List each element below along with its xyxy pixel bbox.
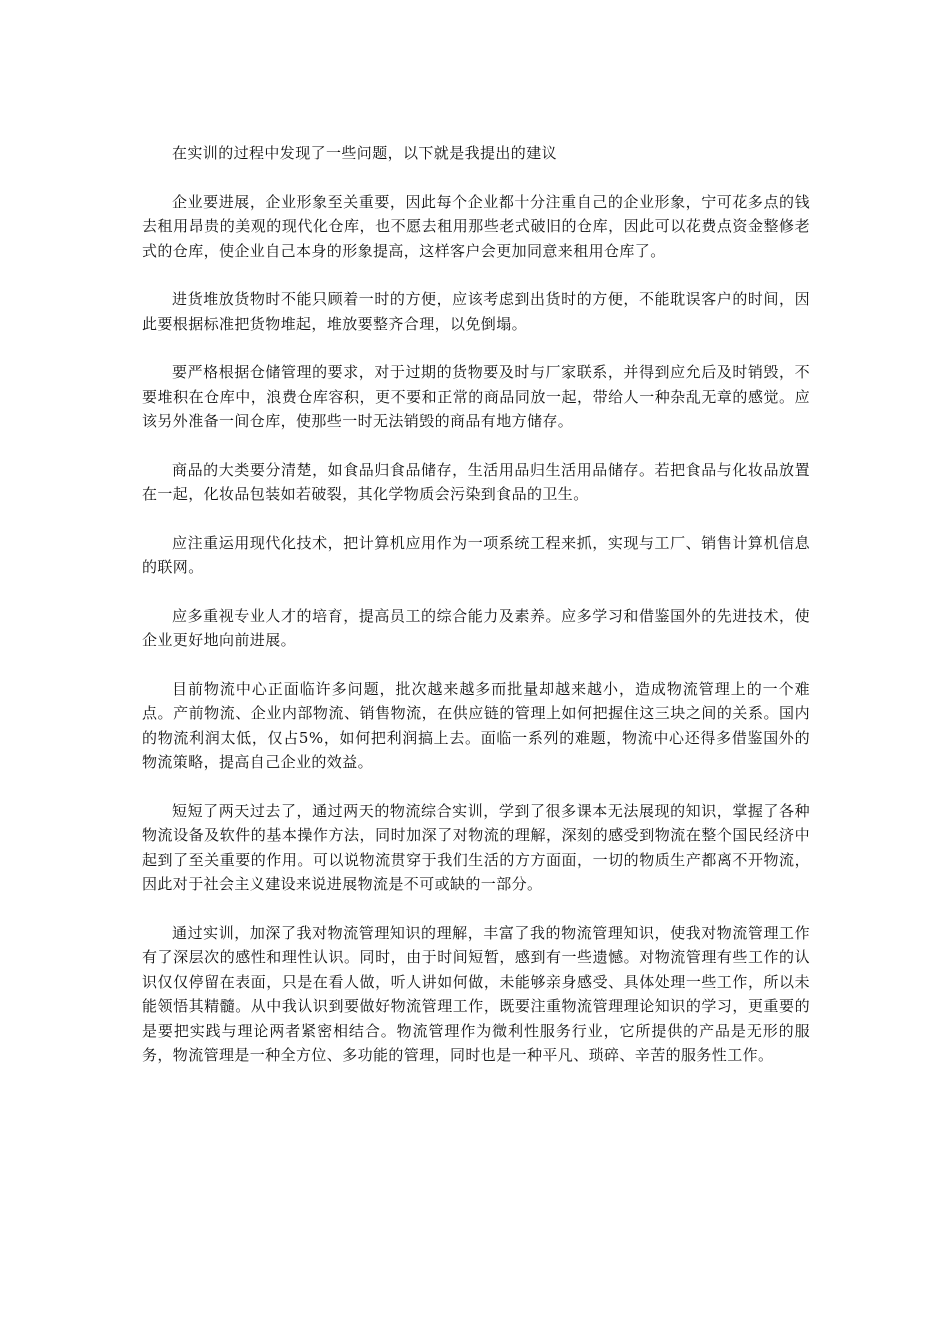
paragraph-technology: 应注重运用现代化技术，把计算机应用作为一项系统工程来抓，实现与工厂、销售计算机信息的联网。 xyxy=(142,533,810,576)
paragraph-problems: 目前物流中心正面临许多问题，批次越来越多而批量却越来越小，造成物流管理上的一个难点。产前物流、企业内部物流、销售物流，在供应链的管理上如何把握住这三块之间的关系。国内的物流利润太低，仅占5%，如何把利润搞上去。面临一系列的难题，物流中心还得多借鉴国外的物流策略，提高自己企业的效益。 xyxy=(142,679,810,771)
paragraph-expired-goods: 要严格根据仓储管理的要求，对于过期的货物要及时与厂家联系，并得到应允后及时销毁，不要堆积在仓库中，浪费仓库容积，更不要和正常的商品同放一起，带给人一种杂乱无章的感觉。应该另外准备一间仓库，使那些一时无法销毁的商品有地方储存。 xyxy=(142,363,810,430)
paragraph-talent: 应多重视专业人才的培育，提高员工的综合能力及素养。应多学习和借鉴国外的先进技术，使企业更好地向前进展。 xyxy=(142,606,810,649)
paragraph-summary: 短短了两天过去了，通过两天的物流综合实训，学到了很多课本无法展现的知识，掌握了各种物流设备及软件的基本操作方法，同时加深了对物流的理解，深刻的感受到物流在整个国民经济中起到了至关重要的作用。可以说物流贯穿于我们生活的方方面面，一切的物质生产都离不开物流，因此对于社会主义建设来说进展物流是不可或缺的一部分。 xyxy=(142,801,810,893)
paragraph-stacking: 进货堆放货物时不能只顾着一时的方便，应该考虑到出货时的方便，不能耽误客户的时间，因此要根据标准把货物堆起，堆放要整齐合理，以免倒塌。 xyxy=(142,290,810,333)
paragraph-intro: 在实训的过程中发现了一些问题，以下就是我提出的建议 xyxy=(172,144,558,162)
paragraph-corporate-image: 企业要进展，企业形象至关重要，因此每个企业都十分注重自己的企业形象，宁可花多点的钱去租用昂贵的美观的现代化仓库，也不愿去租用那些老式破旧的仓库，因此可以花费点资金整修老式的仓库，使企业自己本身的形象提高，这样客户会更加同意来租用仓库了。 xyxy=(142,192,810,260)
paragraph-conclusion: 通过实训，加深了我对物流管理知识的理解，丰富了我的物流管理知识，使我对物流管理工作有了深层次的感性和理性认识。同时，由于时间短暂，感到有一些遗憾。对物流管理有些工作的认识仅仅停留在表面，只是在看人做，听人讲如何做，未能够亲身感受、具体处理一些工作，所以未能领悟其精髓。从中我认识到要做好物流管理工作，既要注重物流管理理论知识的学习，更重要的是要把实践与理论两者紧密相结合。物流管理作为微利性服务行业，它所提供的产品是无形的服务，物流管理是一种全方位、多功能的管理，同时也是一种平凡、琐碎、辛苦的服务性工作。 xyxy=(142,923,810,1064)
document-body xyxy=(142,141,810,1092)
paragraph-categories: 商品的大类要分清楚，如食品归食品储存，生活用品归生活用品储存。若把食品与化妆品放置在一起，化妆品包装如若破裂，其化学物质会污染到食品的卫生。 xyxy=(142,460,810,503)
